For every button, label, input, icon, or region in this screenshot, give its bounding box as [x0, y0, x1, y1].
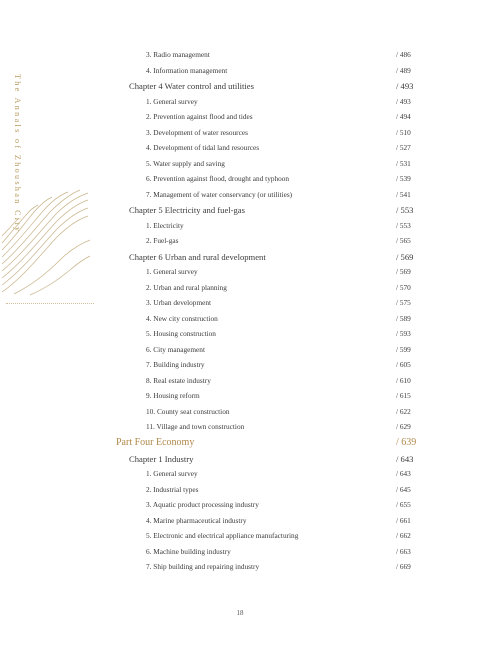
toc-entry-title: 7. Management of water conservancy (or utilities) [146, 190, 293, 199]
toc-entry-page: / 655 [396, 500, 411, 509]
toc-entry-title: 4. Marine pharmaceutical industry [146, 516, 247, 525]
toc-entry-page: / 493 [396, 81, 414, 91]
toc-entry-title: 7. Building industry [146, 360, 205, 369]
toc-section-entry [0, 126, 480, 140]
toc-entry-page: / 615 [396, 391, 411, 400]
toc-section-entry [0, 483, 480, 497]
toc-section-entry [0, 95, 480, 109]
toc-section-entry [0, 327, 480, 341]
toc-section-entry [0, 281, 480, 295]
toc-section-entry [0, 234, 480, 248]
page-number: 18 [236, 609, 244, 617]
toc-entry-page: / 629 [396, 422, 411, 431]
toc-entry-title: Chapter 6 Urban and rural development [129, 252, 266, 262]
toc-entry-title: 4. New city construction [146, 314, 218, 323]
toc-entry-title: 5. Water supply and saving [146, 159, 225, 168]
toc-part-entry [0, 436, 480, 450]
toc-entry-title: 11. Village and town construction [146, 422, 245, 431]
toc-entry-page: / 645 [396, 485, 411, 494]
toc-entry-page: / 570 [396, 283, 411, 292]
toc-section-entry [0, 296, 480, 310]
toc-entry-page: / 663 [396, 547, 411, 556]
toc-entry-page: / 486 [396, 50, 411, 59]
toc-section-entry [0, 188, 480, 202]
toc-chapter-entry [0, 79, 480, 93]
toc-entry-page: / 539 [396, 174, 411, 183]
toc-entry-title: 10. County seat construction [146, 407, 230, 416]
toc-section-entry [0, 157, 480, 171]
toc-entry-page: / 541 [396, 190, 411, 199]
toc-entry-page: / 643 [396, 469, 411, 478]
toc-entry-title: 6. Machine building industry [146, 547, 231, 556]
toc-section-entry [0, 141, 480, 155]
toc-section-entry [0, 560, 480, 574]
toc-entry-title: Chapter 4 Water control and utilities [129, 81, 254, 91]
toc-section-entry [0, 48, 480, 62]
toc-entry-page: / 569 [396, 252, 414, 262]
book-spine-title: The Annals of Zhoushan City [13, 74, 22, 234]
toc-entry-title: 9. Housing reform [146, 391, 200, 400]
toc-chapter-entry [0, 452, 480, 466]
toc-entry-title: 8. Real estate industry [146, 376, 211, 385]
toc-chapter-entry [0, 203, 480, 217]
toc-entry-page: / 622 [396, 407, 411, 416]
toc-section-entry [0, 514, 480, 528]
toc-entry-title: Chapter 1 Industry [129, 454, 194, 464]
toc-entry-title: 3. Aquatic product processing industry [146, 500, 259, 509]
toc-section-entry [0, 389, 480, 403]
toc-section-entry [0, 343, 480, 357]
toc-entry-title: 4. Information management [146, 66, 228, 75]
toc-entry-page: / 489 [396, 66, 411, 75]
toc-chapter-entry [0, 250, 480, 264]
toc-section-entry [0, 219, 480, 233]
toc-entry-page: / 661 [396, 516, 411, 525]
toc-section-entry [0, 529, 480, 543]
toc-entry-title: 3. Development of water resources [146, 128, 248, 137]
toc-entry-title: 7. Ship building and repairing industry [146, 562, 260, 571]
toc-section-entry [0, 358, 480, 372]
toc-section-entry [0, 374, 480, 388]
toc-entry-page: / 510 [396, 128, 411, 137]
toc-entry-title: 5. Electronic and electrical appliance manufacturing [146, 531, 299, 540]
toc-entry-title: 4. Development of tidal land resources [146, 143, 260, 152]
toc-section-entry [0, 110, 480, 124]
toc-section-entry [0, 467, 480, 481]
toc-entry-page: / 610 [396, 376, 411, 385]
toc-entry-page: / 565 [396, 236, 411, 245]
toc-entry-title: 1. General survey [146, 97, 198, 106]
toc-entry-page: / 639 [396, 437, 417, 448]
toc-entry-page: / 531 [396, 159, 411, 168]
toc-entry-page: / 589 [396, 314, 411, 323]
toc-section-entry [0, 265, 480, 279]
toc-section-entry [0, 64, 480, 78]
toc-section-entry [0, 498, 480, 512]
toc-entry-title: 1. Electricity [146, 221, 184, 230]
toc-entry-page: / 553 [396, 205, 414, 215]
toc-section-entry [0, 172, 480, 186]
toc-entry-title: 3. Urban development [146, 298, 212, 307]
toc-entry-page: / 494 [396, 112, 411, 121]
toc-entry-title: 2. Fuel-gas [146, 236, 179, 245]
toc-entry-title: Part Four Economy [116, 437, 195, 448]
toc-section-entry [0, 420, 480, 434]
toc-entry-page: / 599 [396, 345, 411, 354]
toc-section-entry [0, 312, 480, 326]
toc-entry-page: / 593 [396, 329, 411, 338]
toc-entry-title: 2. Industrial types [146, 485, 199, 494]
toc-entry-title: Chapter 5 Electricity and fuel-gas [129, 205, 245, 215]
toc-entry-page: / 493 [396, 97, 411, 106]
toc-entry-title: 3. Radio management [146, 50, 210, 59]
toc-entry-page: / 527 [396, 143, 411, 152]
toc-entry-page: / 569 [396, 267, 411, 276]
toc-entry-title: 1. General survey [146, 469, 198, 478]
toc-entry-title: 6. City management [146, 345, 205, 354]
toc-section-entry [0, 545, 480, 559]
toc-entry-page: / 669 [396, 562, 411, 571]
toc-entry-page: / 662 [396, 531, 411, 540]
toc-entry-title: 5. Housing construction [146, 329, 216, 338]
toc-entry-page: / 575 [396, 298, 411, 307]
toc-entry-title: 6. Prevention against flood, drought and typhoon [146, 174, 290, 183]
toc-entry-title: 2. Prevention against flood and tides [146, 112, 253, 121]
toc-entry-title: 2. Urban and rural planning [146, 283, 227, 292]
toc-section-entry [0, 405, 480, 419]
toc-entry-page: / 605 [396, 360, 411, 369]
toc-entry-title: 1. General survey [146, 267, 198, 276]
toc-entry-page: / 643 [396, 454, 414, 464]
toc-entry-page: / 553 [396, 221, 411, 230]
